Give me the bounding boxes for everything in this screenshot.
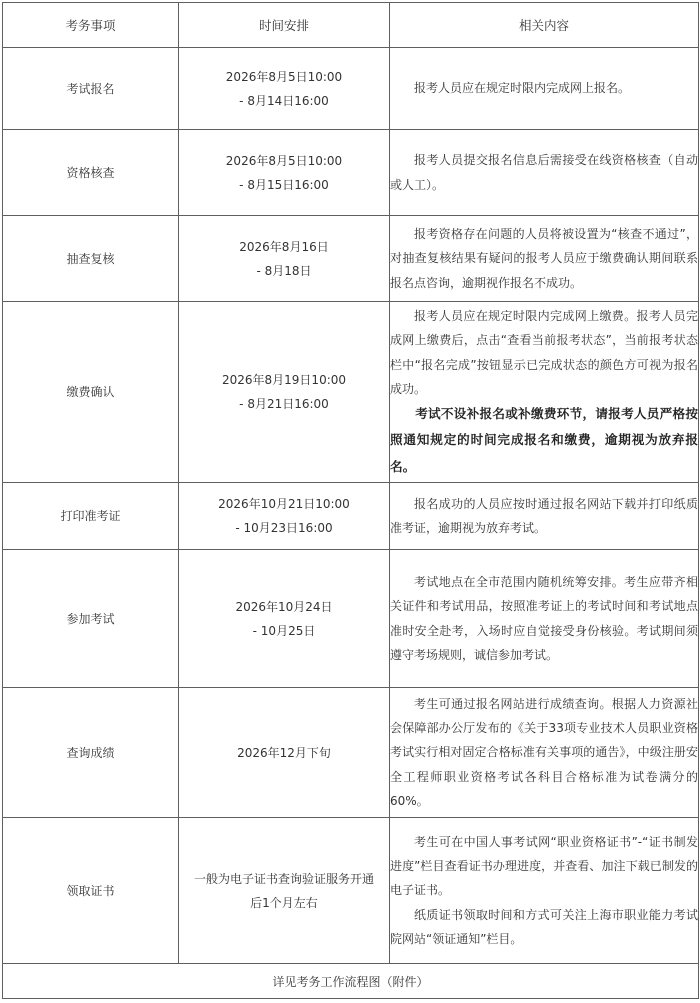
time-end: - 10月25日 (252, 623, 316, 638)
row-item: 打印准考证 (3, 483, 179, 550)
time-end: - 8月15日16:00 (239, 177, 329, 192)
content-paragraph: 报考人员提交报名信息后需接受在线资格核查（自动或人工）。 (390, 153, 698, 192)
content-paragraph: 报考人员应在规定时限内完成网上缴费。报考人员完成网上缴费后，点击“查看当前报考状态”，当前报考状态栏中“报名完成”按钮显示已完成状态的颜色方可视为报名成功。 (390, 309, 698, 396)
time-start: 2026年8月5日10:00 (225, 153, 343, 168)
time-start: 2026年10月21日10:00 (218, 497, 350, 511)
table-row (3, 302, 699, 483)
table-row (3, 130, 699, 216)
time-end: - 10月23日16:00 (235, 521, 333, 535)
time-end: - 8月21日16:00 (239, 397, 329, 411)
row-time (179, 216, 390, 302)
header-time: 时间安排 (179, 3, 390, 48)
row-item: 领取证书 (3, 818, 179, 964)
row-content (390, 216, 699, 302)
header-item: 考务事项 (3, 3, 179, 48)
row-content (390, 302, 699, 483)
table-row (3, 818, 699, 964)
row-content (390, 130, 699, 216)
time-end: 后1个月左右 (250, 895, 318, 910)
row-item: 查询成绩 (3, 688, 179, 818)
table-row (3, 216, 699, 302)
content-paragraph: 报名成功的人员应按时通过报名网站下载并打印纸质准考证，逾期视为放弃考试。 (390, 496, 698, 535)
table-row (3, 688, 699, 818)
row-content (390, 688, 699, 818)
time-start: 2026年12月下旬 (237, 745, 331, 760)
time-start: 2026年8月16日 (239, 239, 329, 254)
row-time (179, 483, 390, 550)
header-row (3, 3, 699, 48)
row-time (179, 302, 390, 483)
content-paragraph: 考生可在中国人事考试网“职业资格证书”-“证书制发进度”栏目查看证书办理进度，并查看、加注下载已制发的电子证书。 (390, 834, 698, 898)
table-row (3, 48, 699, 130)
time-start: 一般为电子证书查询验证服务开通 (193, 871, 374, 886)
footer-row (3, 964, 699, 999)
row-item: 考试报名 (3, 48, 179, 130)
row-time (179, 550, 390, 688)
exam-schedule-table (2, 2, 699, 999)
time-end: - 8月18日 (256, 263, 312, 278)
row-content (390, 483, 699, 550)
content-paragraph-bold: 考试不设补报名或补缴费环节，请报考人员严格按照通知规定的时间完成报名和缴费，逾期视为放弃报名。 (390, 405, 698, 474)
row-item: 缴费确认 (3, 302, 179, 483)
content-paragraph: 纸质证书领取时间和方式可关注上海市职业能力考试院网站“领证通知”栏目。 (390, 907, 698, 946)
row-time (179, 688, 390, 818)
content-paragraph: 报考资格存在问题的人员将被设置为“核查不通过”，对抽查复核结果有疑问的报考人员应于缴费确认期间联系报名点咨询，逾期视作报名不成功。 (390, 227, 698, 290)
table-row (3, 483, 699, 550)
footer-note: 详见考务工作流程图（附件） (3, 964, 699, 999)
content-paragraph: 报考人员应在规定时限内完成网上报名。 (414, 81, 631, 96)
row-content (390, 818, 699, 964)
time-end: - 8月14日16:00 (239, 93, 329, 108)
time-start: 2026年8月5日10:00 (225, 69, 343, 84)
row-content (390, 550, 699, 688)
row-item: 参加考试 (3, 550, 179, 688)
row-item: 资格核查 (3, 130, 179, 216)
content-paragraph: 考试地点在全市范围内随机统筹安排。考生应带齐相关证件和考试用品，按照准考证上的考试时间和考试地点准时安全赴考，入场时应自觉接受身份核验。考试期间须遵守考场规则，诚信参加考试。 (390, 575, 698, 662)
time-start: 2026年10月24日 (235, 599, 333, 614)
row-time (179, 130, 390, 216)
row-item: 抽查复核 (3, 216, 179, 302)
header-content: 相关内容 (390, 3, 699, 48)
content-paragraph: 考生可通过报名网站进行成绩查询。根据人力资源社会保障部办公厅发布的《关于33项专业技术人员职业资格考试实行相对固定合格标准有关事项的通告》，中级注册安全工程师职业资格考试各科目合格标准为试卷满分的60%。 (390, 696, 698, 808)
row-content (390, 48, 699, 130)
row-time (179, 818, 390, 964)
time-start: 2026年8月19日10:00 (221, 373, 347, 387)
row-time (179, 48, 390, 130)
table-row (3, 550, 699, 688)
